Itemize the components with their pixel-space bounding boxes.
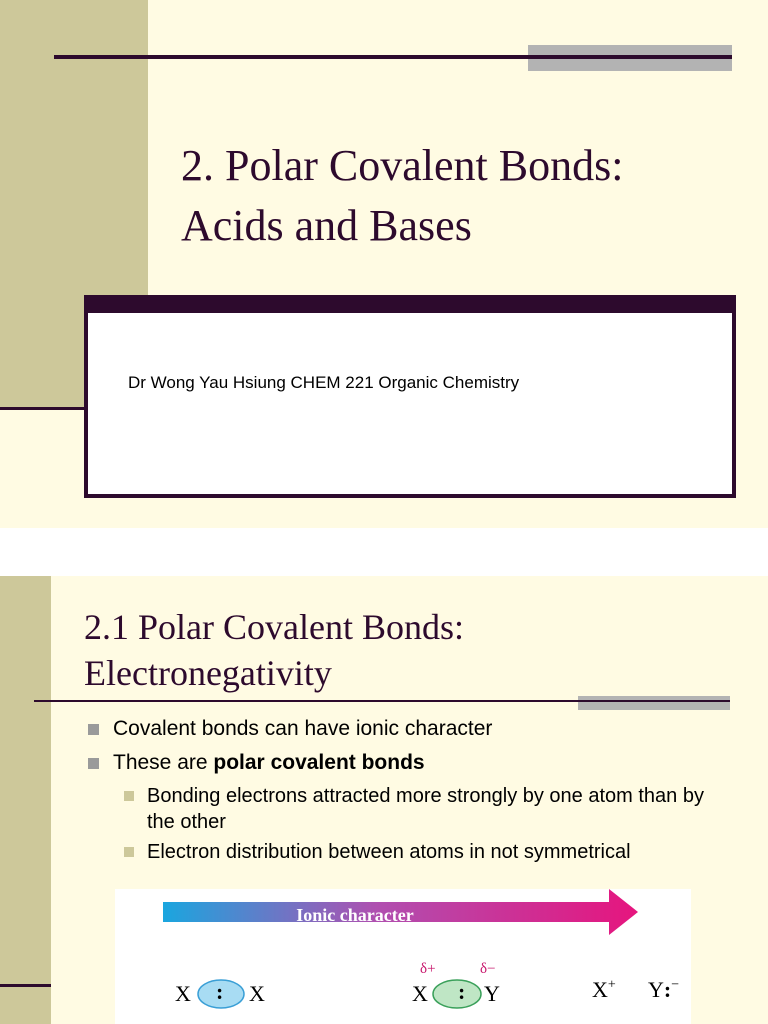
delta-plus: δ+ [420, 961, 436, 977]
section-title-line-2: Electronegativity [84, 653, 332, 693]
section-title-line-1: 2.1 Polar Covalent Bonds: [84, 607, 464, 647]
nonpolar-atom-left: X [175, 981, 191, 1006]
bullet-item: Covalent bonds can have ionic character [88, 715, 708, 743]
subtitle-box-header [84, 295, 736, 313]
slide-title-line-2: Acids and Bases [181, 201, 472, 250]
grey-accent-bar [528, 45, 732, 71]
subtitle-box [84, 313, 736, 498]
grey-accent-bar [578, 696, 730, 710]
anion-charge: − [671, 977, 680, 993]
polar-atom-right: Y [484, 981, 500, 1006]
ionic-anion: Y:− [648, 977, 680, 1002]
bold-term: polar covalent bonds [213, 751, 425, 774]
side-rule [0, 407, 84, 410]
page-gap [0, 528, 768, 576]
slide-title [181, 136, 741, 256]
slide-subtitle: Dr Wong Yau Hsiung CHEM 221 Organic Chemistry [128, 373, 520, 392]
cation-charge: + [607, 977, 616, 993]
ionic-character-figure [115, 889, 691, 1024]
bullet-list [88, 715, 708, 869]
side-rule [0, 984, 51, 987]
polar-atom-left: X [412, 981, 428, 1006]
content-slide [0, 576, 768, 1024]
polar-bond-pair: : [458, 979, 466, 1004]
sub-bullet-item: Electron distribution between atoms in not symmetrical [124, 839, 708, 865]
ionic-cation: X+ [592, 977, 616, 1002]
sub-bullet-item: Bonding electrons attracted more strongly by one atom than by the other [124, 783, 708, 835]
section-title [84, 604, 724, 696]
polar-electron-cloud [433, 980, 481, 1008]
nonpolar-bond-pair: : [216, 979, 224, 1004]
arrow-label: Ionic character [296, 905, 414, 925]
nonpolar-atom-right: X [249, 981, 265, 1006]
bullet-item: These are polar covalent bonds [88, 749, 708, 777]
delta-minus: δ− [480, 961, 496, 977]
slide-title-line-1: 2. Polar Covalent Bonds: [181, 141, 624, 190]
left-accent-band [0, 576, 51, 1024]
